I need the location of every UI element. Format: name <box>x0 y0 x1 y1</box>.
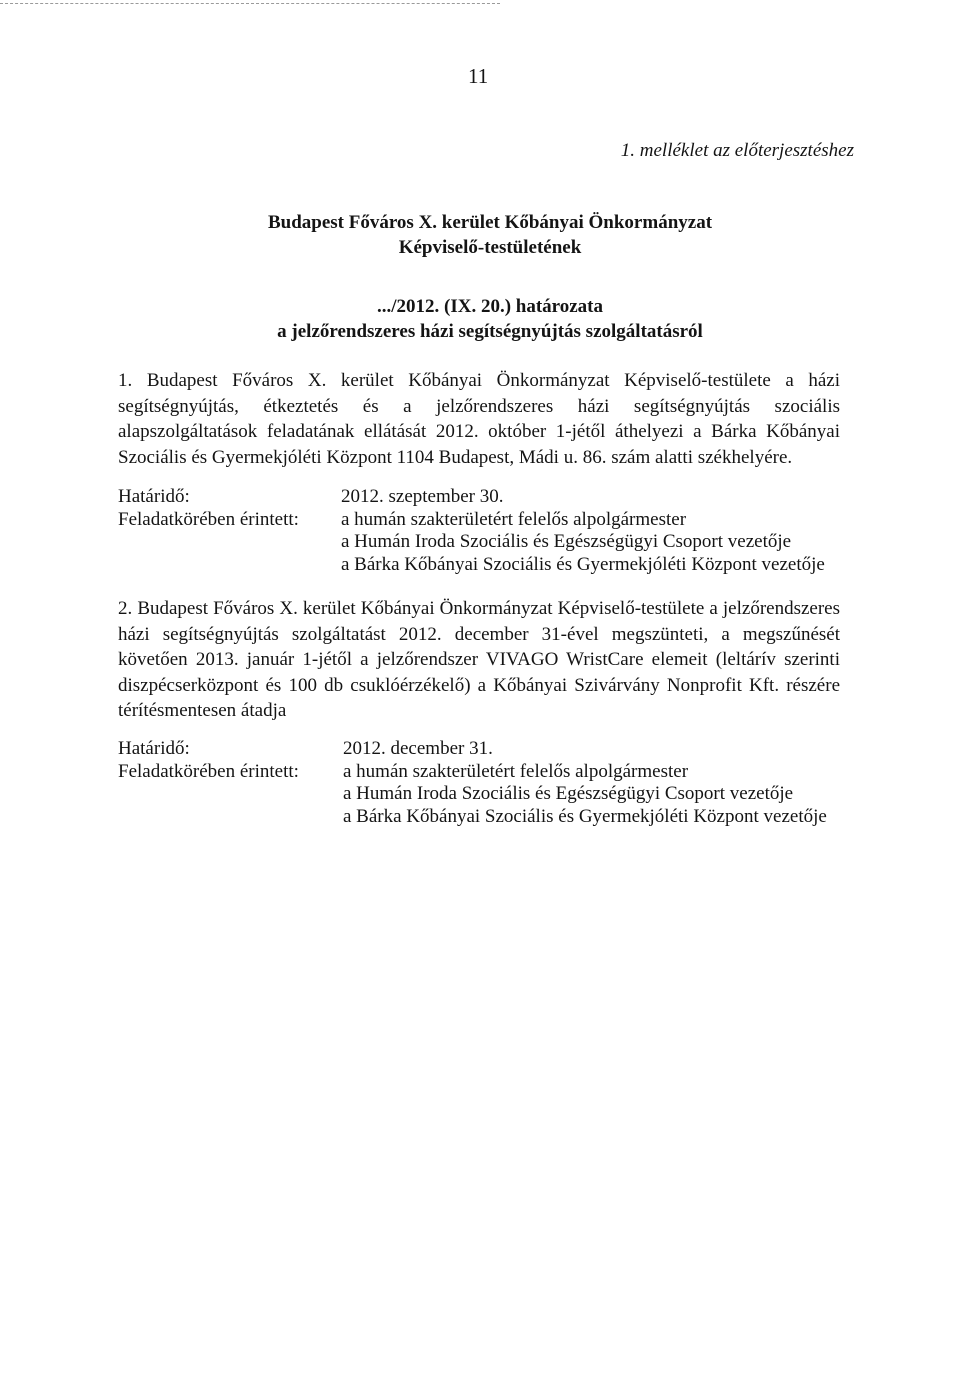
scan-artifact-line <box>0 3 500 4</box>
heading-gap <box>10 260 960 294</box>
responsible-label: Feladatkörében érintett: <box>118 760 299 782</box>
responsible-item: a Bárka Kőbányai Szociális és Gyermekjóléti Központ vezetője <box>343 805 827 827</box>
heading-resolution-number: .../2012. (IX. 20.) határozata <box>376 296 604 317</box>
deadline-label: Határidő: <box>118 738 190 759</box>
section-1-text: 1. Budapest Főváros X. kerület Kőbányai Önkormányzat Képviselő-testülete a házi segítségnyújtás, étkeztetés és a jelzőrendszeres házi segítségnyújtás szociális alapszolgáltatások feladatának ellátását 2012. október 1-jétől áthelyezi a Bárka Kőbányai Szociális és Gyermekjóléti Központ 1104 Budapest, Mádi u. 86. szám alatti székhelyére. <box>118 370 840 468</box>
responsible-item: a humán szakterületért felelős alpolgármester <box>341 508 687 530</box>
document-heading <box>0 210 960 344</box>
deadline-value: 2012. december 31. <box>343 738 493 759</box>
heading-body: Képviselő-testületének <box>398 237 582 258</box>
deadline-label: Határidő: <box>118 486 190 507</box>
section-2-text: 2. Budapest Főváros X. kerület Kőbányai Önkormányzat Képviselő-testülete a jelzőrendszeres házi segítségnyújtás szolgáltatást 2012. december 31-ével megszünteti, a megszűnését követően 2013. január 1-jétől a jelzőrendszer VIVAGO WristCare elemeit (leltárív szerinti diszpécserközpont és 100 db csuklóérzékelő) a Kőbányai Szivárvány Nonprofit Kft. részére térítésmentesen átadja <box>118 598 840 721</box>
deadline-value: 2012. szeptember 30. <box>341 486 504 507</box>
responsible-item: a Humán Iroda Szociális és Egészségügyi Csoport vezetője <box>341 531 792 552</box>
responsible-label: Feladatkörében érintett: <box>118 508 299 530</box>
heading-authority: Budapest Főváros X. kerület Kőbányai Önkormányzat <box>267 212 713 233</box>
responsible-item: a Humán Iroda Szociális és Egészségügyi Csoport vezetője <box>343 783 794 804</box>
responsible-item: a humán szakterületért felelős alpolgármester <box>343 760 689 782</box>
heading-subject: a jelzőrendszeres házi segítségnyújtás szolgáltatásról <box>277 321 703 342</box>
responsible-item: a Bárka Kőbányai Szociális és Gyermekjóléti Központ vezetője <box>341 553 825 575</box>
annex-label: 1. melléklet az előterjesztéshez <box>620 140 854 161</box>
page-number: 11 <box>468 64 489 88</box>
